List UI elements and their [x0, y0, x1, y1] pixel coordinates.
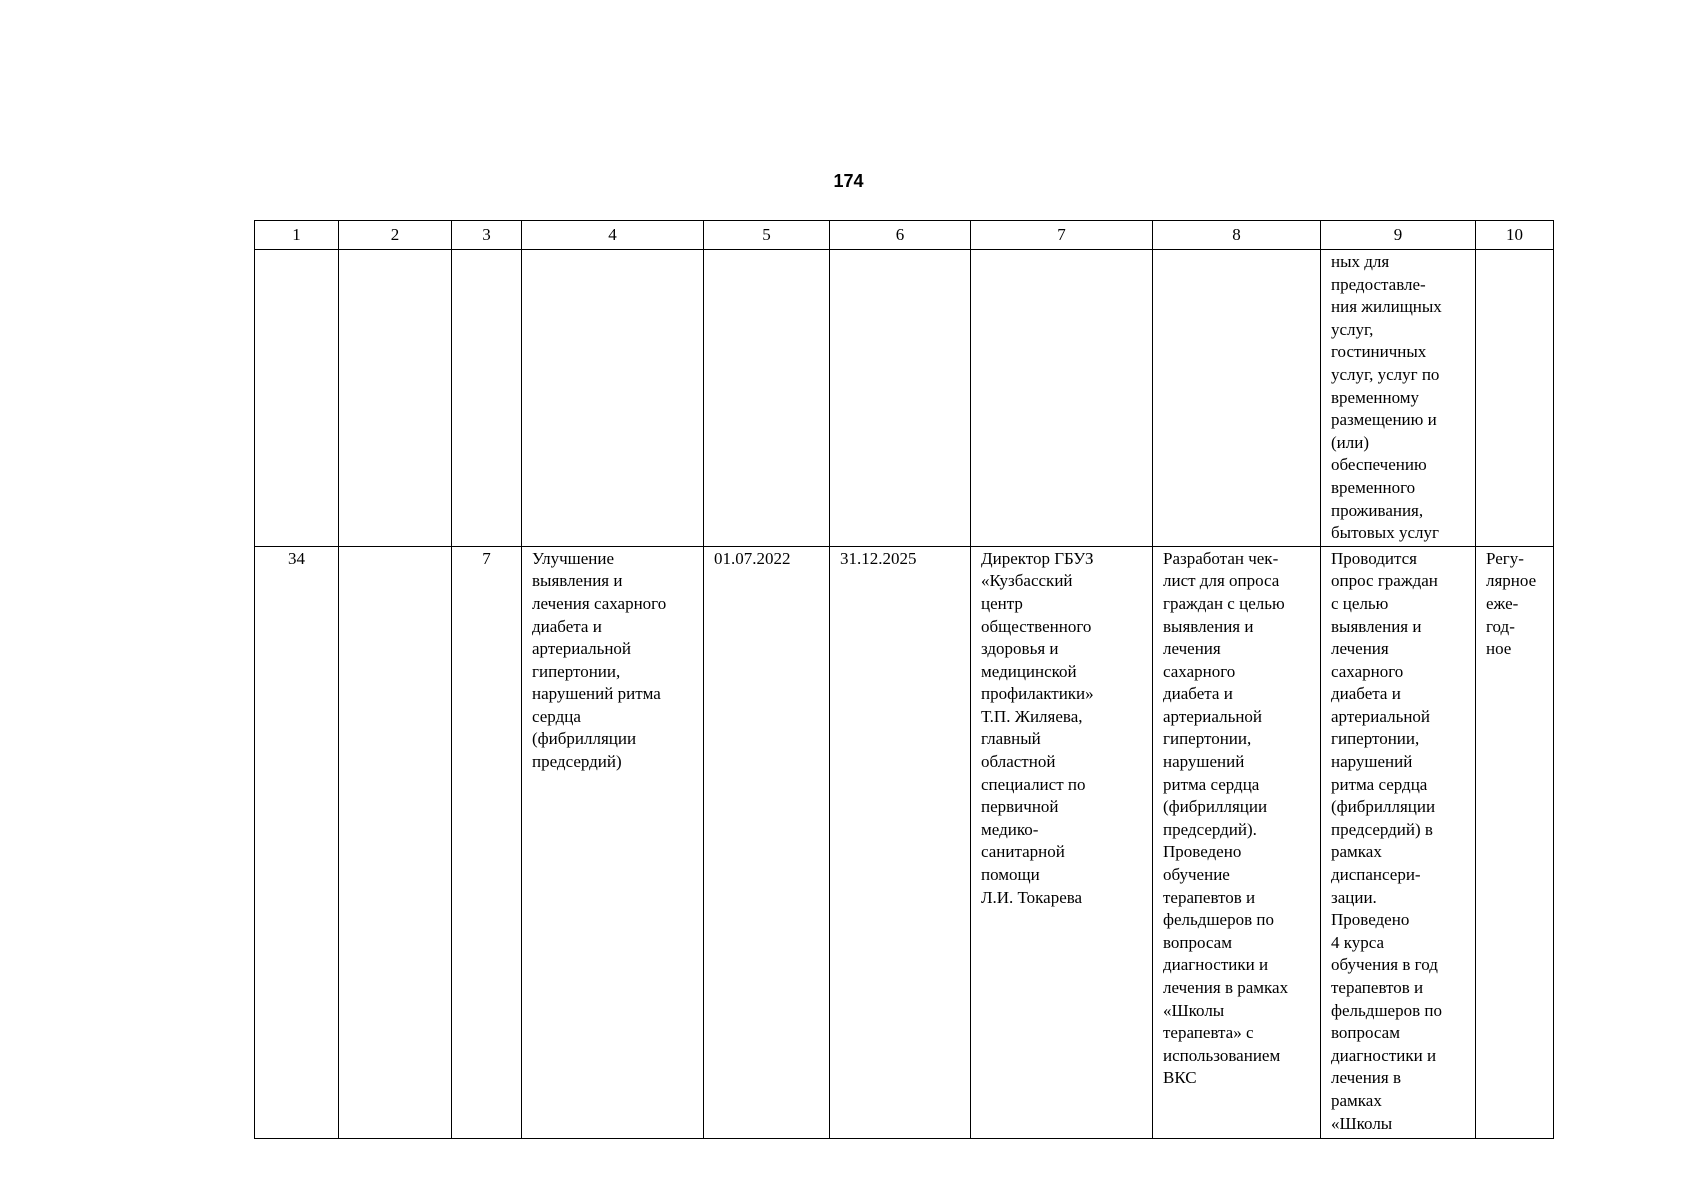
- table-cell-number: 34: [255, 546, 339, 1138]
- column-header-3: 3: [452, 221, 522, 250]
- table-row: [255, 250, 1554, 547]
- column-header-9: 9: [1321, 221, 1476, 250]
- column-header-10: 10: [1476, 221, 1554, 250]
- column-header-7: 7: [971, 221, 1153, 250]
- column-header-5: 5: [704, 221, 830, 250]
- table-row: [255, 546, 1554, 1138]
- table-cell-number: [255, 250, 339, 547]
- table-cell: [704, 250, 830, 547]
- table-cell-event: Улучшение выявления и лечения сахарного диабета и артериальной гипертонии, нарушений ритма сердца (фибрилляции предсердий): [522, 546, 704, 1138]
- table-cell: Проводится опрос граждан с целью выявления и лечения сахарного диабета и артериальной гипертонии, нарушений ритма сердца (фибрилляции предсердий) в рамках диспансери- зации. Проведено 4 курса обучения в год терапевтов и фельдшеров по вопросам диагностики и лечения в рамках «Школы: [1321, 546, 1476, 1138]
- table-cell-responsible: Директор ГБУЗ «Кузбасский центр общественного здоровья и медицинской профилактики» Т.П. Жиляева, главный областной специалист по первичной медико- санитарной помощи Л.И. Токарева: [971, 546, 1153, 1138]
- column-header-4: 4: [522, 221, 704, 250]
- table-header: [255, 221, 1554, 250]
- table-cell: [1153, 250, 1321, 547]
- table-cell: [339, 250, 452, 547]
- header-row: [255, 221, 1554, 250]
- page-number: 174: [833, 171, 864, 191]
- table-cell: [971, 250, 1153, 547]
- table-cell-end-date: 31.12.2025: [830, 546, 971, 1138]
- table-cell: Разработан чек- лист для опроса граждан с целью выявления и лечения сахарного диабета и артериальной гипертонии, нарушений ритма сердца (фибрилляции предсердий). Проведено обучение терапевтов и фельдшеров по вопросам диагностики и лечения в рамках «Школы терапевта» с использованием ВКС: [1153, 546, 1321, 1138]
- table-cell: 7: [452, 546, 522, 1138]
- table-cell: [1476, 250, 1554, 547]
- column-header-8: 8: [1153, 221, 1321, 250]
- table-cell: [452, 250, 522, 547]
- table-cell: Регу- лярное еже- год- ное: [1476, 546, 1554, 1138]
- table-cell-start-date: 01.07.2022: [704, 546, 830, 1138]
- table-cell: ных для предоставле- ния жилищных услуг, гостиничных услуг, услуг по временному размещению и (или) обеспечению временного проживания, бытовых услуг: [1321, 250, 1476, 547]
- table-cell: [522, 250, 704, 547]
- table-cell: [339, 546, 452, 1138]
- table-cell: [830, 250, 971, 547]
- data-table: [254, 220, 1554, 1139]
- column-header-2: 2: [339, 221, 452, 250]
- column-header-1: 1: [255, 221, 339, 250]
- column-header-6: 6: [830, 221, 971, 250]
